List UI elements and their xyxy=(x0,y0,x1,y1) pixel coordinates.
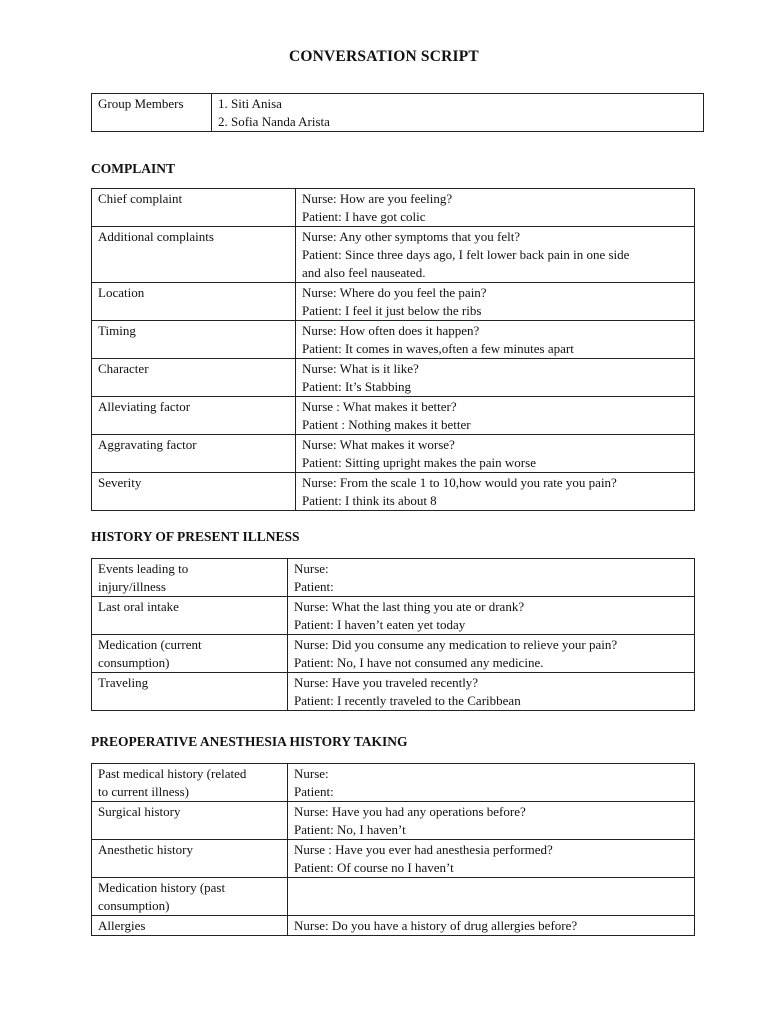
table-row xyxy=(92,189,695,227)
row-label xyxy=(92,635,288,673)
dialogue-line: Patient: Since three days ago, I felt lower back pain in one side xyxy=(302,247,630,262)
section-heading-complaint: COMPLAINT xyxy=(91,161,175,176)
dialogue-line: Nurse: Have you had any operations before? xyxy=(294,804,526,819)
dialogue-line: and also feel nauseated. xyxy=(302,265,426,280)
dialogue-line: Nurse: What the last thing you ate or drank? xyxy=(294,599,525,614)
row-label-line: Medication history (past xyxy=(98,880,226,895)
table-row xyxy=(92,321,695,359)
dialogue-cell xyxy=(288,764,695,802)
table-row xyxy=(92,597,695,635)
group-members-label: Group Members xyxy=(92,94,212,132)
row-label xyxy=(92,916,288,936)
row-label-line: Additional complaints xyxy=(98,229,214,244)
row-label-line: Character xyxy=(98,361,149,376)
row-label-line: Past medical history (related xyxy=(98,766,247,781)
row-label-line: Severity xyxy=(98,475,142,490)
table-row xyxy=(92,397,695,435)
row-label xyxy=(92,802,288,840)
dialogue-line: Nurse: How often does it happen? xyxy=(302,323,480,338)
table-row xyxy=(92,359,695,397)
dialogue-cell xyxy=(296,473,695,511)
row-label-line: injury/illness xyxy=(98,579,166,594)
complaint-rows xyxy=(92,189,695,511)
dialogue-cell xyxy=(296,321,695,359)
row-label-line: Medication (current xyxy=(98,637,202,652)
section-heading-preoperative-anesthesia: PREOPERATIVE ANESTHESIA HISTORY TAKING xyxy=(91,734,408,749)
row-label xyxy=(92,283,296,321)
row-label-line: Surgical history xyxy=(98,804,181,819)
dialogue-cell xyxy=(296,189,695,227)
group-member: 2. Sofia Nanda Arista xyxy=(218,114,330,129)
table-row xyxy=(92,878,695,916)
dialogue-line: Patient: It’s Stabbing xyxy=(302,379,412,394)
dialogue-line xyxy=(294,897,689,915)
table-row xyxy=(92,283,695,321)
dialogue-line: Nurse: Did you consume any medication to relieve your pain? xyxy=(294,637,618,652)
dialogue-cell xyxy=(296,397,695,435)
dialogue-cell xyxy=(296,359,695,397)
dialogue-line xyxy=(294,879,689,897)
row-label xyxy=(92,359,296,397)
group-member: 1. Siti Anisa xyxy=(218,96,282,111)
section-heading-history-of-present-illness: HISTORY OF PRESENT ILLNESS xyxy=(91,529,300,544)
dialogue-line: Nurse: xyxy=(294,766,329,781)
dialogue-line: Patient: It comes in waves,often a few minutes apart xyxy=(302,341,574,356)
row-label xyxy=(92,559,288,597)
dialogue-cell xyxy=(288,597,695,635)
preoperative-anesthesia-table xyxy=(91,763,695,936)
dialogue-line: Patient: xyxy=(294,784,334,799)
dialogue-cell xyxy=(288,559,695,597)
table-row xyxy=(92,916,695,936)
table-row xyxy=(92,840,695,878)
row-label-line: Allergies xyxy=(98,918,146,933)
dialogue-cell xyxy=(288,840,695,878)
dialogue-cell xyxy=(288,635,695,673)
row-label-line: to current illness) xyxy=(98,784,189,799)
dialogue-line: Nurse: Where do you feel the pain? xyxy=(302,285,487,300)
row-label-line: Alleviating factor xyxy=(98,399,191,414)
table-row xyxy=(92,802,695,840)
dialogue-line: Nurse: Any other symptoms that you felt? xyxy=(302,229,521,244)
row-label-line: Last oral intake xyxy=(98,599,179,614)
dialogue-line: Nurse: Do you have a history of drug allergies before? xyxy=(294,918,578,933)
dialogue-line: Patient: No, I have not consumed any medicine. xyxy=(294,655,544,670)
dialogue-line: Patient: I haven’t eaten yet today xyxy=(294,617,466,632)
table-row xyxy=(92,227,695,283)
dialogue-line: Nurse: How are you feeling? xyxy=(302,191,453,206)
dialogue-cell xyxy=(288,802,695,840)
row-label xyxy=(92,764,288,802)
row-label-line: Traveling xyxy=(98,675,149,690)
dialogue-cell xyxy=(296,227,695,283)
dialogue-line: Patient: I have got colic xyxy=(302,209,426,224)
dialogue-line: Nurse: What makes it worse? xyxy=(302,437,455,452)
dialogue-line: Patient : Nothing makes it better xyxy=(302,417,471,432)
dialogue-line: Patient: I feel it just below the ribs xyxy=(302,303,482,318)
dialogue-cell xyxy=(288,878,695,916)
row-label-line: Location xyxy=(98,285,145,300)
group-members-table xyxy=(91,93,704,132)
dialogue-line: Patient: Sitting upright makes the pain worse xyxy=(302,455,536,470)
page-title: CONVERSATION SCRIPT xyxy=(289,48,479,65)
row-label xyxy=(92,435,296,473)
dialogue-cell xyxy=(288,673,695,711)
row-label-line: consumption) xyxy=(98,655,170,670)
dialogue-line: Patient: xyxy=(294,579,334,594)
dialogue-line: Nurse: What is it like? xyxy=(302,361,419,376)
dialogue-cell xyxy=(296,283,695,321)
dialogue-cell xyxy=(296,435,695,473)
row-label xyxy=(92,840,288,878)
row-label xyxy=(92,597,288,635)
row-label xyxy=(92,189,296,227)
table-row xyxy=(92,435,695,473)
complaint-table xyxy=(91,188,695,511)
row-label-line: consumption) xyxy=(98,898,170,913)
dialogue-line: Nurse : What makes it better? xyxy=(302,399,457,414)
dialogue-line: Nurse: xyxy=(294,561,329,576)
dialogue-line: Nurse: Have you traveled recently? xyxy=(294,675,479,690)
table-row xyxy=(92,635,695,673)
dialogue-line: Patient: I think its about 8 xyxy=(302,493,437,508)
dialogue-line: Patient: No, I haven’t xyxy=(294,822,406,837)
table-row xyxy=(92,764,695,802)
row-label-line: Timing xyxy=(98,323,136,338)
group-members-row xyxy=(92,94,704,132)
group-members-list xyxy=(212,94,704,132)
preoperative-anesthesia-rows xyxy=(92,764,695,936)
row-label-line: Aggravating factor xyxy=(98,437,197,452)
row-label xyxy=(92,227,296,283)
dialogue-line: Nurse: From the scale 1 to 10,how would you rate you pain? xyxy=(302,475,617,490)
table-row xyxy=(92,559,695,597)
row-label xyxy=(92,878,288,916)
history-of-present-illness-table xyxy=(91,558,695,711)
row-label-line: Events leading to xyxy=(98,561,189,576)
row-label xyxy=(92,673,288,711)
dialogue-cell xyxy=(288,916,695,936)
row-label xyxy=(92,397,296,435)
row-label xyxy=(92,321,296,359)
dialogue-line: Patient: I recently traveled to the Caribbean xyxy=(294,693,521,708)
dialogue-line: Patient: Of course no I haven’t xyxy=(294,860,454,875)
table-row xyxy=(92,673,695,711)
row-label xyxy=(92,473,296,511)
row-label-line: Chief complaint xyxy=(98,191,183,206)
history-of-present-illness-rows xyxy=(92,559,695,711)
table-row xyxy=(92,473,695,511)
row-label-line: Anesthetic history xyxy=(98,842,193,857)
dialogue-line: Nurse : Have you ever had anesthesia performed? xyxy=(294,842,553,857)
